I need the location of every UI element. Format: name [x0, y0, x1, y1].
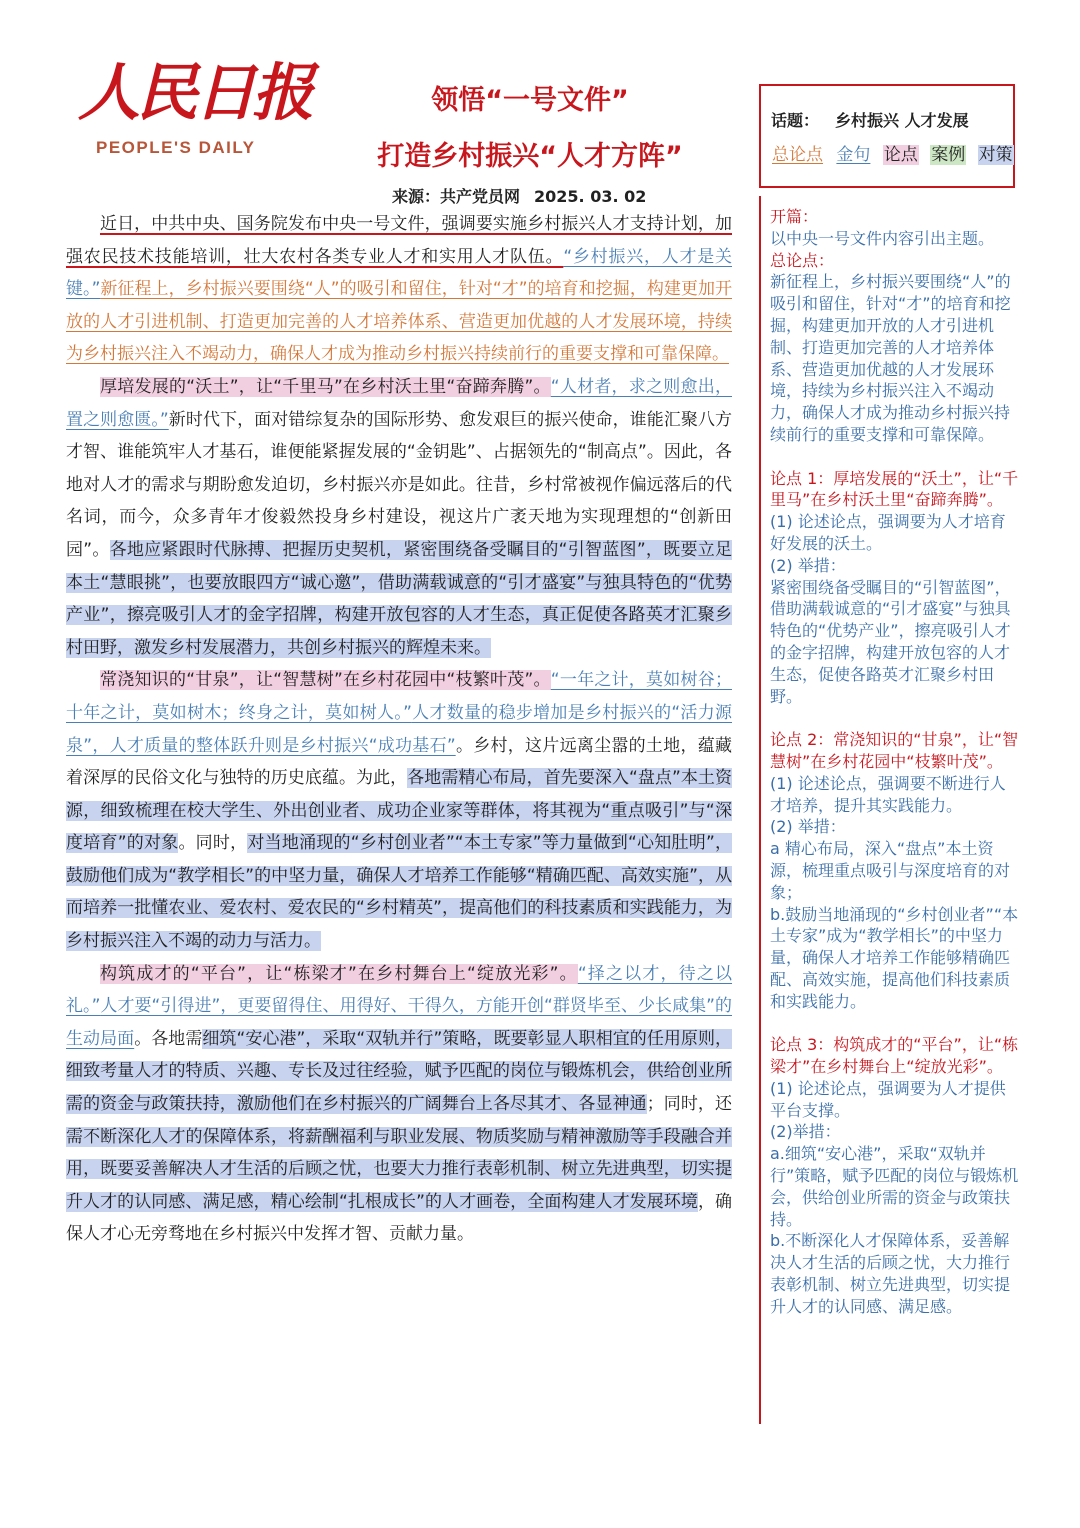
paragraph-point-2	[66, 664, 732, 957]
point-2-note-d: b.鼓励当地涌现的“乡村创业者”“本土专家”成为“教学相长”的中坚力量，确保人才培养工作能够精确匹配、高效实施，提高他们科技素质和实践能力。	[770, 904, 1019, 1011]
opening-text: 近日，中共中央、国务院发布中央一号文件，强调要实施乡村振兴人才支持计划，加强农民技术技能培训，壮大农村各类专业人才和实用人才队伍。	[66, 214, 732, 267]
opening-note: 以中央一号文件内容引出主题。	[770, 228, 995, 248]
point-1-heading: 厚培发展的“沃土”，让“千里马”在乡村沃土里“奋蹄奔腾”。	[100, 376, 551, 397]
body-text: 。各地需	[134, 1028, 203, 1049]
golden-quote: “择之以才，待之以礼。”	[66, 963, 733, 1017]
title-line-1: 领悟“一号文件”	[431, 85, 629, 116]
topic-label: 话题：	[771, 111, 820, 130]
golden-quote: “一年之计，莫如树谷；十年之计，莫如树木；终身之计，莫如树人。”	[66, 670, 732, 723]
logo-chinese: 人民日报	[78, 56, 311, 129]
opening-label: 开篇：	[770, 207, 819, 226]
body-text: 。同时，	[178, 833, 248, 854]
countermeasure-text: 各地应紧跟时代脉搏、把握历史契机，紧密围绕备受瞩目的“引智蓝图”，既要立足本土“慧眼挑”，也要放眼四方“诚心邀”，借助满载诚意的“引才盛宴”与独具特色的“优势产业”，擦亮吸引人才的金字招牌，构建开放包容的人才生态，真正促使各路英才汇聚乡村田野，激发乡村发展潜力，共创乡村振兴的辉煌未来。	[66, 539, 732, 658]
point-2-note-c: a 精心布局，深入“盘点”本土资源，梳理重点吸引与深度培育的对象；	[770, 839, 1011, 902]
countermeasure-text: 需不断深化人才的保障体系，将薪酬福利与职业发展、物质奖励与精神激励等手段融合并用，既要妥善解决人才生活的后顾之忧，也要大力推行表彰机制、树立先进典型，切实提升人才的认同感、满足感，精心绘制“扎根成长”的人才画卷，全面构建人才发展环境	[66, 1126, 732, 1212]
legend-golden-quote: 金句	[836, 145, 871, 165]
main-thesis: 新征程上，乡村振兴要围绕“人”的吸引和留住，针对“才”的培育和挖掘，构建更加开放的人才引进机制、打造更加完善的人才培养体系、营造更加优越的人才发展环境，持续为乡村振兴注入不竭动力，确保人才成为推动乡村振兴持续前行的重要支撑和可靠保障。	[66, 279, 732, 365]
countermeasure-text: 各地需精心布局，首先要深入“盘点”本土资源，细致梳理在校大学生、外出创业者、成功企业家等群体，将其视为“重点吸引”与“深度培育”的对象	[66, 768, 732, 854]
color-legend	[771, 140, 1020, 165]
body-text: ，确保人才心无旁骛地在乡村振兴中发挥才智、贡献力量。	[66, 1191, 732, 1245]
topic-value: 乡村振兴 人才发展	[835, 111, 969, 130]
thesis-note: 新征程上，乡村振兴要围绕“人”的吸引和留住，针对“才”的培育和挖掘，构建更加开放的人才引进机制、打造更加完善的人才培养体系、营造更加优越的人才发展环境，持续为乡村振兴注入不竭动力，确保人才成为推动乡村振兴持续前行的重要支撑和可靠保障。	[770, 272, 1011, 444]
point-3-note-c: a.细筑“安心港”，采取“双轨并行”策略，赋予匹配的岗位与锻炼机会，供给创业所需的资金与政策扶持。	[770, 1144, 1019, 1229]
golden-quote: 人才数量的稳步增加是乡村振兴的“活力源泉”，人才质量的整体跃升则是乡村振兴“成功基石”	[66, 702, 732, 756]
body-text: 。乡村，这片远离尘嚣的土地，蕴藏着深厚的民俗文化与独特的历史底蕴。为此，	[66, 735, 733, 789]
paragraph-point-3	[66, 958, 732, 1251]
source-date: 2025. 03. 02	[534, 187, 647, 206]
golden-quote: “人材者，求之则愈出，置之则愈匮。”	[66, 376, 732, 430]
body-text: ；同时，还	[646, 1094, 733, 1115]
analysis-sidebar	[770, 206, 1020, 1318]
legend-countermeasure: 对策	[978, 145, 1013, 165]
point-1-note-c: 紧密围绕备受瞩目的“引智蓝图”，借助满载诚意的“引才盛宴”与独具特色的“优势产业”，擦亮吸引人才的金字招牌，构建开放包容的人才生态，促使各路英才汇聚乡村田野。	[770, 577, 1011, 706]
point-2-note-b: (2) 举措：	[770, 817, 846, 837]
point-3-note-a: (1) 论述论点，强调要为人才提供平台支撑。	[770, 1078, 1006, 1120]
logo-english: PEOPLE'S DAILY	[96, 138, 256, 157]
golden-quote: 人才要“引得进”，更要留得住、用得好、干得久，方能开创“群贤毕至、少长咸集”的生动局面	[66, 996, 732, 1049]
point-2-heading: 常浇知识的“甘泉”，让“智慧树”在乡村花园中“枝繁叶茂”。	[100, 670, 551, 691]
legend-point: 论点	[883, 145, 918, 165]
legend-main-thesis: 总论点	[772, 145, 823, 165]
point-1-note-a: (1) 论述论点，强调要为人才培育好发展的沃土。	[770, 512, 1006, 553]
paragraph-intro	[66, 208, 732, 371]
source-label: 来源：共产党员网	[392, 187, 521, 206]
point-2-note-a: (1) 论述论点，强调要不断进行人才培养，提升其实践能力。	[770, 773, 1006, 815]
sidebar-rule	[759, 196, 761, 1424]
point-1-title: 论点 1：厚培发展的“沃土”，让“千里马”在乡村沃土里“奋蹄奔腾”。	[770, 468, 1019, 510]
source-line	[392, 184, 646, 207]
topic-legend-box	[759, 84, 1015, 188]
point-3-heading: 构筑成才的“平台”，让“栋梁才”在乡村舞台上“绽放光彩”。	[100, 963, 578, 984]
countermeasure-text: 对当地涌现的“乡村创业者”“本土专家”等力量做到“心知肚明”，鼓励他们成为“教学相长”的中坚力量，确保人才培养工作能够“精确匹配、高效实施”，从而培养一批懂农业、爱农村、爱农民的“乡村精英”，提高他们的科技素质和实践能力，为乡村振兴注入不竭的动力与活力。	[66, 833, 733, 952]
thesis-label: 总论点：	[770, 250, 835, 270]
peoples-daily-logo	[78, 56, 311, 158]
point-1-note-b: (2) 举措：	[770, 555, 846, 575]
article-body	[66, 208, 732, 1251]
point-3-note-d: b.不断深化人才保障体系，妥善解决人才生活的后顾之忧，大力推行表彰机制、树立先进典型，切实提升人才的认同感、满足感。	[770, 1231, 1011, 1316]
body-text: 新时代下，面对错综复杂的国际形势、愈发艰巨的振兴使命，谁能汇聚八方才智、谁能筑牢人才基石，谁便能紧握发展的“金钥匙”、占据领先的“制高点”。因此，各地对人才的需求与期盼愈发迫切，乡村振兴亦是如此。往昔，乡村常被视作偏远落后的代名词，而今，众多青年才俊毅然投身乡村建设，视这片广袤天地为实现理想的“创新田园”。	[66, 409, 733, 560]
topic-line	[771, 108, 969, 131]
paragraph-point-1	[66, 371, 732, 664]
point-3-title: 论点 3：构筑成才的“平台”，让“栋梁才”在乡村舞台上“绽放光彩”。	[770, 1035, 1019, 1077]
countermeasure-text: 细筑“安心港”，采取“双轨并行”策略，既要彰显人职相宜的任用原则，细致考量人才的特质、兴趣、专长及过往经验，赋予匹配的岗位与锻炼机会，供给创业所需的资金与政策扶持，激励他们在乡村振兴的广阔舞台上各尽其才、各显神通	[66, 1028, 733, 1115]
title-line-2: 打造乡村振兴“人才方阵”	[377, 141, 683, 172]
point-2-title: 论点 2：常浇知识的“甘泉”，让“智慧树”在乡村花园中“枝繁叶茂”。	[770, 730, 1019, 771]
golden-quote: “乡村振兴，人才是关键。”	[66, 246, 733, 300]
point-3-note-b: (2)举措：	[770, 1122, 841, 1142]
legend-case: 案例	[931, 145, 966, 165]
